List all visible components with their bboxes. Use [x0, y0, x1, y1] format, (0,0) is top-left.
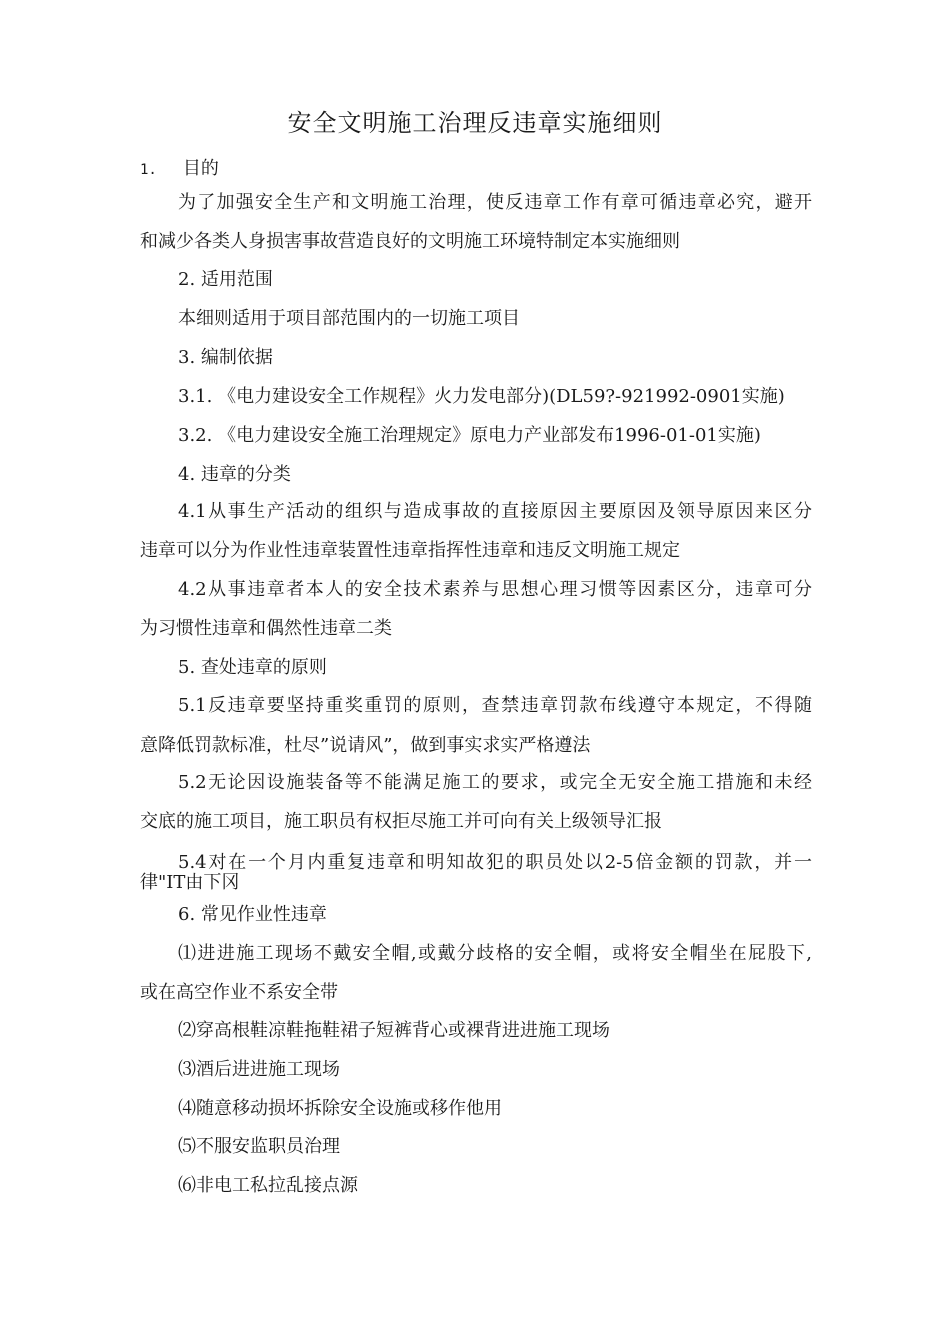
section-1-heading: [140, 156, 219, 183]
section-4-heading: 4. 违章的分类: [178, 464, 291, 485]
section-2-paragraph: 本细则适用于项目部范围内的一切施工项目: [178, 308, 520, 329]
section-1-title: 目的: [182, 158, 219, 179]
section-4-1-line-2: 违章可以分为作业性违章装置性违章指挥性违章和违反文明施工规定: [140, 540, 680, 561]
section-1-paragraph-line-1: 为了加强安全生产和文明施工治理，使反违章工作有章可循违章必究，避开: [178, 192, 812, 213]
section-6-item-4: ⑷随意移动损坏拆除安全设施或移作他用: [178, 1098, 502, 1119]
section-1-paragraph-line-2: 和减少各类人身损害事故营造良好的文明施工环境特制定本实施细则: [140, 231, 680, 252]
section-5-4-line-1: 5.4对在一个月内重复违章和明知故犯的职员处以2-5倍金额的罚款，并一: [178, 852, 812, 873]
section-5-4-line-2: 律"IT由下冈: [140, 872, 240, 893]
section-2-heading: 2. 适用范围: [178, 269, 273, 290]
section-3-1: 3.1. 《电力建设安全工作规程》火力发电部分)(DL59?-921992-0901实施): [178, 386, 785, 407]
section-6-item-6: ⑹非电工私拉乱接点源: [178, 1175, 358, 1196]
section-1-number: 1.: [140, 162, 157, 178]
section-5-2-line-2: 交底的施工项目，施工职员有权拒尽施工并可向有关上级领导汇报: [140, 811, 662, 832]
document-title: 安全文明施工治理反违章实施细则: [287, 109, 663, 137]
section-4-2-line-1: 4.2从事违章者本人的安全技术素养与思想心理习惯等因素区分，违章可分: [178, 579, 812, 600]
section-4-2-line-2: 为习惯性违章和偶然性违章二类: [140, 618, 392, 639]
section-5-heading: 5. 查处违章的原则: [178, 657, 327, 678]
section-6-item-3: ⑶酒后进进施工现场: [178, 1059, 340, 1080]
section-6-item-1-line-1: ⑴进进施工现场不戴安全帽,或戴分歧格的安全帽，或将安全帽坐在屁股下,: [178, 943, 812, 964]
section-4-1-line-1: 4.1从事生产活动的组织与造成事故的直接原因主要原因及领导原因来区分: [178, 501, 812, 522]
section-6-item-5: ⑸不服安监职员治理: [178, 1136, 340, 1157]
section-5-2-line-1: 5.2无论因设施装备等不能满足施工的要求，或完全无安全施工措施和未经: [178, 772, 812, 793]
section-6-item-2: ⑵穿高根鞋凉鞋拖鞋裙子短裤背心或裸背进进施工现场: [178, 1020, 610, 1041]
section-3-heading: 3. 编制依据: [178, 347, 273, 368]
section-6-heading: 6. 常见作业性违章: [178, 904, 327, 925]
section-6-item-1-line-2: 或在高空作业不系安全带: [140, 982, 338, 1003]
section-5-1-line-2: 意降低罚款标准，杜尽”说请风”，做到事实求实严格遵法: [140, 735, 591, 756]
section-5-1-line-1: 5.1反违章要坚持重奖重罚的原则，查禁违章罚款布线遵守本规定，不得随: [178, 695, 812, 716]
section-3-2: 3.2. 《电力建设安全施工治理规定》原电力产业部发布1996-01-01实施): [178, 425, 761, 446]
